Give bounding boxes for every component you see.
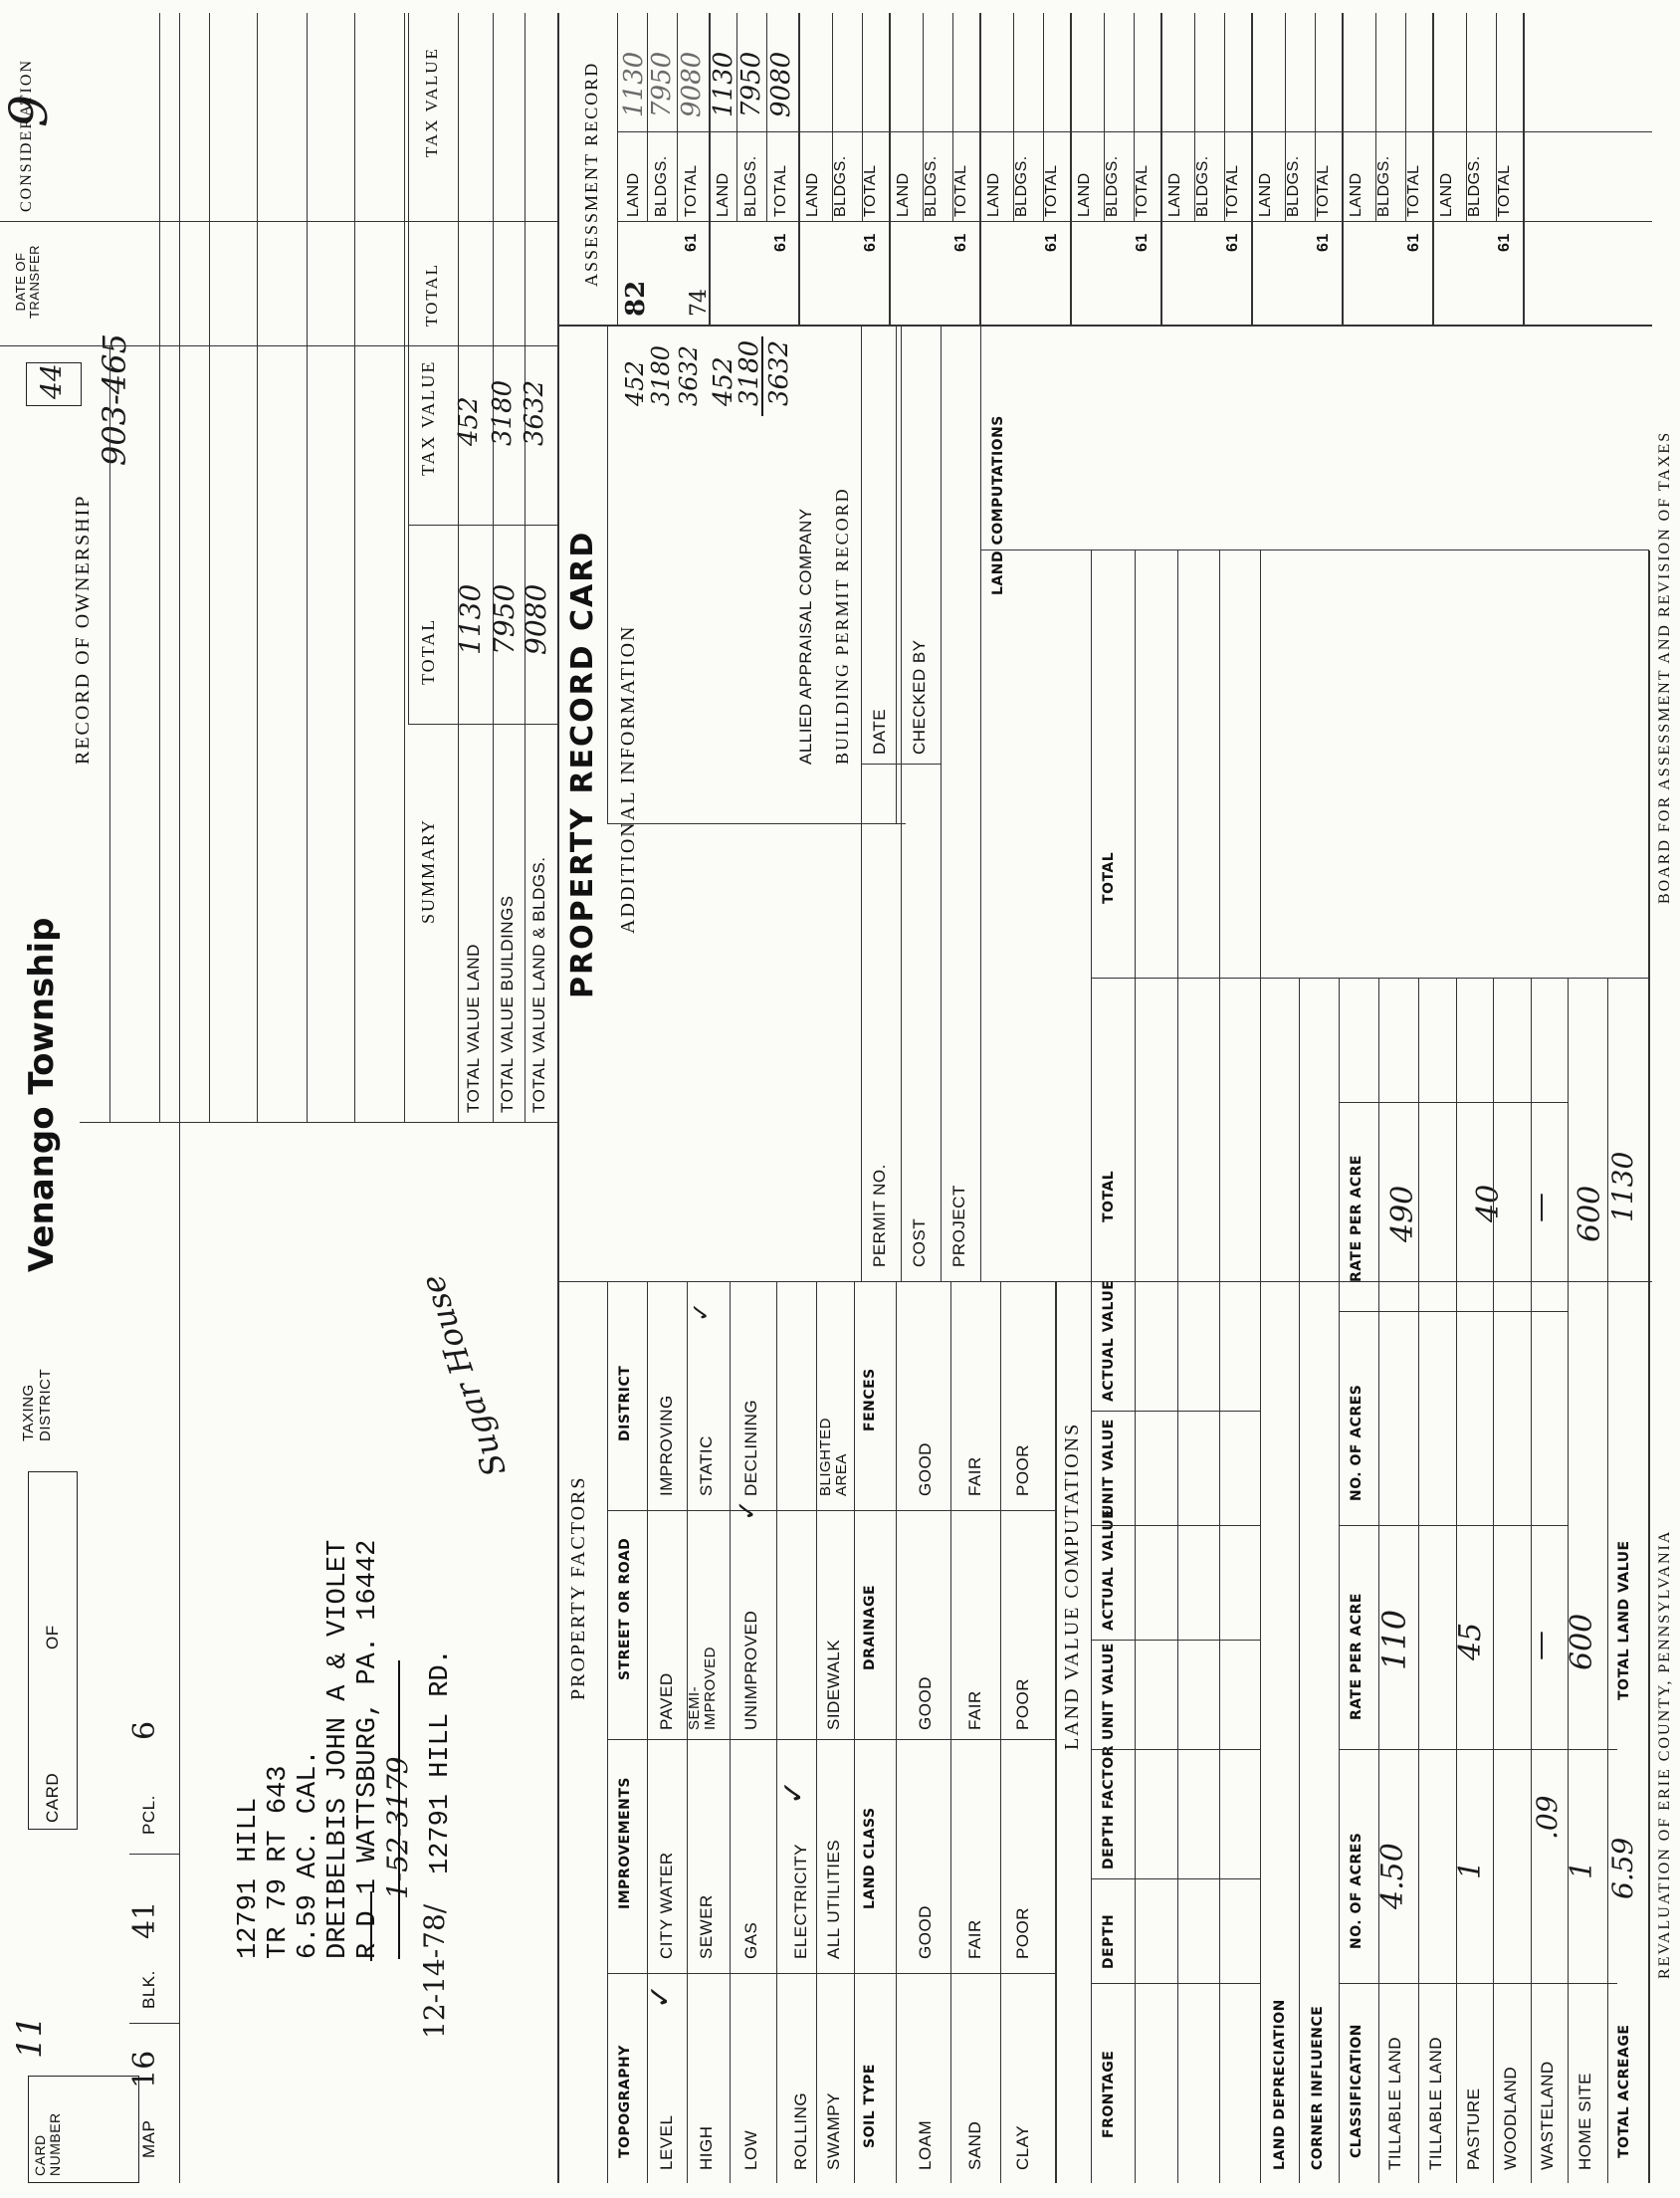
- owner-line-4: DREIBELBIS JOHN A & VIOLET: [323, 1539, 353, 1959]
- check-declining: ✓: [733, 1499, 762, 1521]
- pf-header-soil: SOIL TYPE: [862, 2064, 878, 2148]
- assess-2-total: TOTAL: [772, 164, 789, 217]
- class-tillable-1: TILLABLE LAND: [1385, 2036, 1404, 2170]
- top-total-label: TOTAL: [422, 262, 441, 327]
- total-acreage-label: TOTAL ACREAGE: [1616, 2024, 1632, 2158]
- summary-bldg-total: 7950: [488, 583, 521, 655]
- assess-group-8-label-1: BLDGS.: [1285, 155, 1302, 217]
- imp-sewer: SEWER: [697, 1894, 716, 1959]
- pf-header-land-class: LAND CLASS: [862, 1807, 878, 1909]
- sugar-house-note: Sugar House: [412, 1269, 515, 1481]
- lvc-h-actual-value-1: ACTUAL VALUE: [1101, 1508, 1117, 1631]
- assess-group-5-code: 61: [1043, 233, 1060, 252]
- card-number-label: CARD NUMBER: [32, 2112, 63, 2176]
- owner-line-3: 6.59 AC. CAL.: [294, 1749, 323, 1959]
- summary-bldg-label: TOTAL VALUE BUILDINGS: [498, 895, 517, 1113]
- card-label: CARD: [43, 1772, 62, 1823]
- property-factors-title: PROPERTY FACTORS: [567, 1475, 589, 1700]
- total-land-value: 1130: [1606, 1151, 1639, 1222]
- company-label: ALLIED APPRAISAL COMPANY: [796, 508, 815, 765]
- assess-1-code: 61: [683, 233, 700, 252]
- assessment-mark-1: 82: [621, 280, 651, 317]
- assess-group-7-label-1: BLDGS.: [1194, 155, 1211, 217]
- topo-low: LOW: [741, 2129, 760, 2170]
- topo-rolling: ROLLING: [791, 2091, 810, 2170]
- owner-line-2: TR 79 RT 643: [264, 1765, 294, 1959]
- drainage-poor: POOR: [1013, 1677, 1032, 1730]
- assess-group-9-code: 61: [1405, 233, 1422, 252]
- class-woodland: WOODLAND: [1501, 2066, 1520, 2170]
- assess-1-bldgs-val: 7950: [647, 51, 677, 117]
- corner-influence-label: CORNER INFLUENCE: [1310, 2005, 1326, 2170]
- class-pasture-total: 40: [1471, 1184, 1506, 1222]
- total-acreage-value: 6.59: [1606, 1837, 1639, 1899]
- fences-poor: POOR: [1013, 1443, 1032, 1496]
- card-of-box: [28, 1471, 78, 1830]
- map-value: 16: [127, 2050, 162, 2088]
- assess-2-land: LAND: [715, 172, 732, 217]
- lvc-class-h-acres-2: NO. OF ACRES: [1349, 1384, 1365, 1501]
- imp-all-utilities: ALL UTILITIES: [824, 1839, 843, 1959]
- fences-good: GOOD: [916, 1442, 935, 1496]
- lvc-h-actual-value-2: ACTUAL VALUE: [1101, 1279, 1117, 1402]
- class-tillable-1-rate: 110: [1375, 1609, 1413, 1670]
- summary-tax-label: TAX VALUE: [418, 359, 438, 476]
- assess-group-5-label-0: LAND: [985, 172, 1002, 217]
- class-wasteland-acres: .09: [1531, 1795, 1564, 1840]
- class-home-site-rate: 600: [1565, 1613, 1599, 1670]
- card-number-box: [28, 2076, 139, 2183]
- pf-header-improvements: IMPROVEMENTS: [617, 1777, 633, 1909]
- blk-label: BLK.: [139, 1970, 158, 2009]
- assess-group-6-code: 61: [1134, 233, 1151, 252]
- soil-sand: SAND: [965, 2120, 984, 2170]
- owner-address: 12791 HILL RD.: [426, 1648, 456, 1874]
- date-note: 12-14-78/: [418, 1903, 451, 2039]
- additional-val-3: 3632: [675, 344, 703, 406]
- lvc-h-depth: DEPTH: [1101, 1913, 1117, 1969]
- pf-header-district: DISTRICT: [617, 1365, 633, 1441]
- pf-header-fences: FENCES: [862, 1368, 878, 1431]
- summary-land-tax: 452: [454, 396, 484, 446]
- check-level: ✓: [643, 1983, 678, 2009]
- street-unimproved: UNIMPROVED: [741, 1610, 760, 1730]
- assess-group-7-label-2: TOTAL: [1224, 164, 1241, 217]
- summary-title: SUMMARY: [418, 817, 438, 924]
- lvc-h-total-1: TOTAL: [1101, 1170, 1117, 1222]
- lvc-title: LAND VALUE COMPUTATIONS: [1061, 1422, 1083, 1750]
- assess-2-total-val: 9080: [766, 51, 796, 117]
- assess-group-8-label-2: TOTAL: [1315, 164, 1332, 217]
- imp-electricity: ELECTRICITY: [791, 1843, 810, 1959]
- assess-group-5-label-2: TOTAL: [1043, 164, 1060, 217]
- pcl-label: PCL.: [139, 1795, 158, 1835]
- footer-left: REVALUATION OF ERIE COUNTY, PENNSYLVANIA: [1656, 1529, 1673, 1979]
- assess-group-6-label-1: BLDGS.: [1104, 155, 1121, 217]
- assess-1-bldgs: BLDGS.: [653, 155, 670, 217]
- assess-group-4-label-2: TOTAL: [952, 164, 969, 217]
- assess-group-7-label-0: LAND: [1166, 172, 1183, 217]
- assess-group-10-label-2: TOTAL: [1496, 164, 1513, 217]
- assessment-mark-2: 74: [687, 289, 712, 317]
- class-wasteland: WASTELAND: [1538, 2061, 1557, 2170]
- assess-1-land-val: 1130: [619, 51, 649, 117]
- assess-group-3-label-0: LAND: [804, 172, 821, 217]
- assess-2-bldgs-val: 7950: [736, 51, 766, 117]
- soil-clay: CLAY: [1013, 2124, 1032, 2170]
- summary-bldg-tax: 3180: [488, 379, 518, 446]
- lvc-class-h-classification: CLASSIFICATION: [1349, 2024, 1365, 2158]
- lvc-h-unit-value-1: UNIT VALUE: [1101, 1643, 1117, 1740]
- cost-label: COST: [910, 1217, 929, 1267]
- project-label: PROJECT: [949, 1185, 968, 1267]
- class-wasteland-total: —: [1523, 1193, 1558, 1222]
- corner-number-hand: 9: [0, 94, 60, 127]
- consideration-label: CONSIDERATION: [18, 59, 35, 212]
- topo-swampy: SWAMPY: [824, 2092, 843, 2170]
- class-pasture: PASTURE: [1464, 2088, 1483, 2170]
- class-wasteland-rate: —: [1523, 1631, 1558, 1660]
- assess-2-bldgs: BLDGS.: [742, 155, 759, 217]
- summary-grand-total: 9080: [520, 583, 552, 655]
- assess-group-4-label-0: LAND: [895, 172, 912, 217]
- total-land-value-label: TOTAL LAND VALUE: [1616, 1540, 1632, 1700]
- bp-title: BUILDING PERMIT RECORD: [832, 487, 852, 765]
- ownership-title: RECORD OF OWNERSHIP: [72, 494, 94, 765]
- blk-value: 41: [127, 1900, 162, 1939]
- map-label: MAP: [139, 2119, 158, 2158]
- assess-group-7-code: 61: [1224, 233, 1241, 252]
- assess-1-total: TOTAL: [683, 164, 700, 217]
- owner-line-1: 12791 HILL: [234, 1797, 264, 1959]
- street-semi-improved: SEMI-IMPROVED: [686, 1646, 719, 1730]
- lvc-h-frontage: FRONTAGE: [1101, 2050, 1117, 2138]
- assess-group-6-label-0: LAND: [1076, 172, 1093, 217]
- assess-2-land-val: 1130: [709, 51, 738, 117]
- drainage-good: GOOD: [916, 1676, 935, 1730]
- assess-group-5-label-1: BLDGS.: [1013, 155, 1030, 217]
- additional-val-1: 452: [621, 360, 649, 406]
- footer-right: BOARD FOR ASSESSMENT AND REVISION OF TAXES: [1656, 430, 1673, 904]
- summary-grand-tax: 3632: [520, 379, 549, 446]
- assess-group-9-label-2: TOTAL: [1405, 164, 1422, 217]
- district-blighted: BLIGHTED AREA: [817, 1417, 850, 1496]
- land-class-good: GOOD: [916, 1905, 935, 1959]
- street-paved: PAVED: [657, 1672, 676, 1730]
- pf-header-topography: TOPOGRAPHY: [617, 2045, 633, 2158]
- checked-by-label: CHECKED BY: [910, 639, 929, 755]
- class-home-site: HOME SITE: [1575, 2072, 1594, 2170]
- district-declining: DECLINING: [741, 1399, 760, 1496]
- lvc-h-depth-factor: DEPTH FACTOR: [1101, 1745, 1117, 1869]
- assess-group-10-label-1: BLDGS.: [1466, 155, 1483, 217]
- top-tax-value-label: TAX VALUE: [422, 47, 441, 157]
- prc-title: PROPERTY RECORD CARD: [565, 530, 600, 998]
- additional-total-2: 3180: [735, 339, 764, 406]
- lvc-h-unit-value-2: UNIT VALUE: [1101, 1419, 1117, 1516]
- class-pasture-acres: 1: [1453, 1860, 1488, 1879]
- check-electricity: ✓: [776, 1779, 811, 1805]
- assess-group-9-label-0: LAND: [1348, 172, 1365, 217]
- date-of-transfer-label: DATE OF TRANSFER: [13, 244, 42, 320]
- summary-land-label: TOTAL VALUE LAND: [464, 944, 483, 1113]
- summary-total-label: TOTAL: [418, 617, 438, 685]
- card-of-hand-box: [26, 362, 82, 406]
- topo-high: HIGH: [697, 2125, 716, 2170]
- class-pasture-rate: 45: [1453, 1622, 1488, 1660]
- additional-val-2: 3180: [647, 344, 675, 406]
- class-home-site-total: 600: [1573, 1185, 1607, 1242]
- lvc-class-h-rate-2: RATE PER ACRE: [1349, 1155, 1365, 1282]
- assess-group-3-label-2: TOTAL: [862, 164, 879, 217]
- class-tillable-1-total: 490: [1385, 1185, 1420, 1242]
- assess-group-3-label-1: BLDGS.: [832, 155, 849, 217]
- topo-level: LEVEL: [657, 2114, 676, 2170]
- class-tillable-1-acres: 4.50: [1375, 1843, 1410, 1909]
- class-home-site-acres: 1: [1565, 1860, 1599, 1879]
- card-number-hand: 11: [10, 2015, 50, 2059]
- deed-book: 903-465: [96, 333, 133, 466]
- pf-header-drainage: DRAINAGE: [862, 1584, 878, 1670]
- drainage-fair: FAIR: [965, 1690, 984, 1730]
- check-static: ✓: [687, 1301, 715, 1322]
- additional-info-label: ADDITIONAL INFORMATION: [617, 624, 639, 934]
- lvc-class-h-acres-1: NO. OF ACRES: [1349, 1832, 1365, 1949]
- class-tillable-2: TILLABLE LAND: [1426, 2036, 1445, 2170]
- permit-no-label: PERMIT NO.: [870, 1164, 889, 1267]
- lvc-class-h-rate-1: RATE PER ACRE: [1349, 1593, 1365, 1720]
- assess-group-6-label-2: TOTAL: [1134, 164, 1151, 217]
- card-of-hand: 44: [35, 363, 68, 399]
- land-depreciation-label: LAND DEPRECIATION: [1272, 1999, 1288, 2170]
- additional-total-1: 452: [709, 356, 738, 406]
- assess-group-4-code: 61: [952, 233, 969, 252]
- soil-loam: LOAM: [916, 2119, 935, 2170]
- pcl-value: 6: [127, 1720, 162, 1740]
- assess-group-3-code: 61: [862, 233, 879, 252]
- land-computations-label: LAND COMPUTATIONS: [990, 415, 1006, 595]
- assess-group-10-code: 61: [1496, 233, 1513, 252]
- assessment-title: ASSESSMENT RECORD: [581, 61, 601, 287]
- district-improving: IMPROVING: [657, 1395, 676, 1496]
- additional-total-3: 3632: [764, 339, 794, 406]
- land-class-poor: POOR: [1013, 1906, 1032, 1959]
- assess-2-code: 61: [772, 233, 789, 252]
- of-label: OF: [43, 1625, 62, 1649]
- township-name: Venango Township: [22, 917, 62, 1272]
- struck-note: 1-52-3179: [381, 1756, 414, 1899]
- pf-header-street: STREET OR ROAD: [617, 1537, 633, 1680]
- street-sidewalk: SIDEWALK: [824, 1639, 843, 1730]
- taxing-district-label: TAXING DISTRICT: [20, 1368, 54, 1441]
- assess-1-land: LAND: [625, 172, 642, 217]
- imp-city-water: CITY WATER: [657, 1852, 676, 1959]
- assess-group-8-code: 61: [1315, 233, 1332, 252]
- summary-total-row-label: TOTAL VALUE LAND & BLDGS.: [529, 856, 548, 1113]
- summary-land-total: 1130: [454, 583, 487, 655]
- assess-group-4-label-1: BLDGS.: [923, 155, 940, 217]
- bp-date-label: DATE: [870, 708, 889, 755]
- owner-line-5: R D 1 WATTSBURG, PA. 16442: [353, 1539, 383, 1959]
- assess-group-9-label-1: BLDGS.: [1375, 155, 1392, 217]
- land-class-fair: FAIR: [965, 1919, 984, 1959]
- district-static: STATIC: [697, 1435, 716, 1496]
- imp-gas: GAS: [741, 1921, 760, 1959]
- lvc-h-total-2: TOTAL: [1101, 851, 1117, 904]
- assess-1-total-val: 9080: [677, 51, 707, 117]
- assess-group-10-label-0: LAND: [1438, 172, 1455, 217]
- fences-fair: FAIR: [965, 1456, 984, 1496]
- assess-group-8-label-0: LAND: [1257, 172, 1274, 217]
